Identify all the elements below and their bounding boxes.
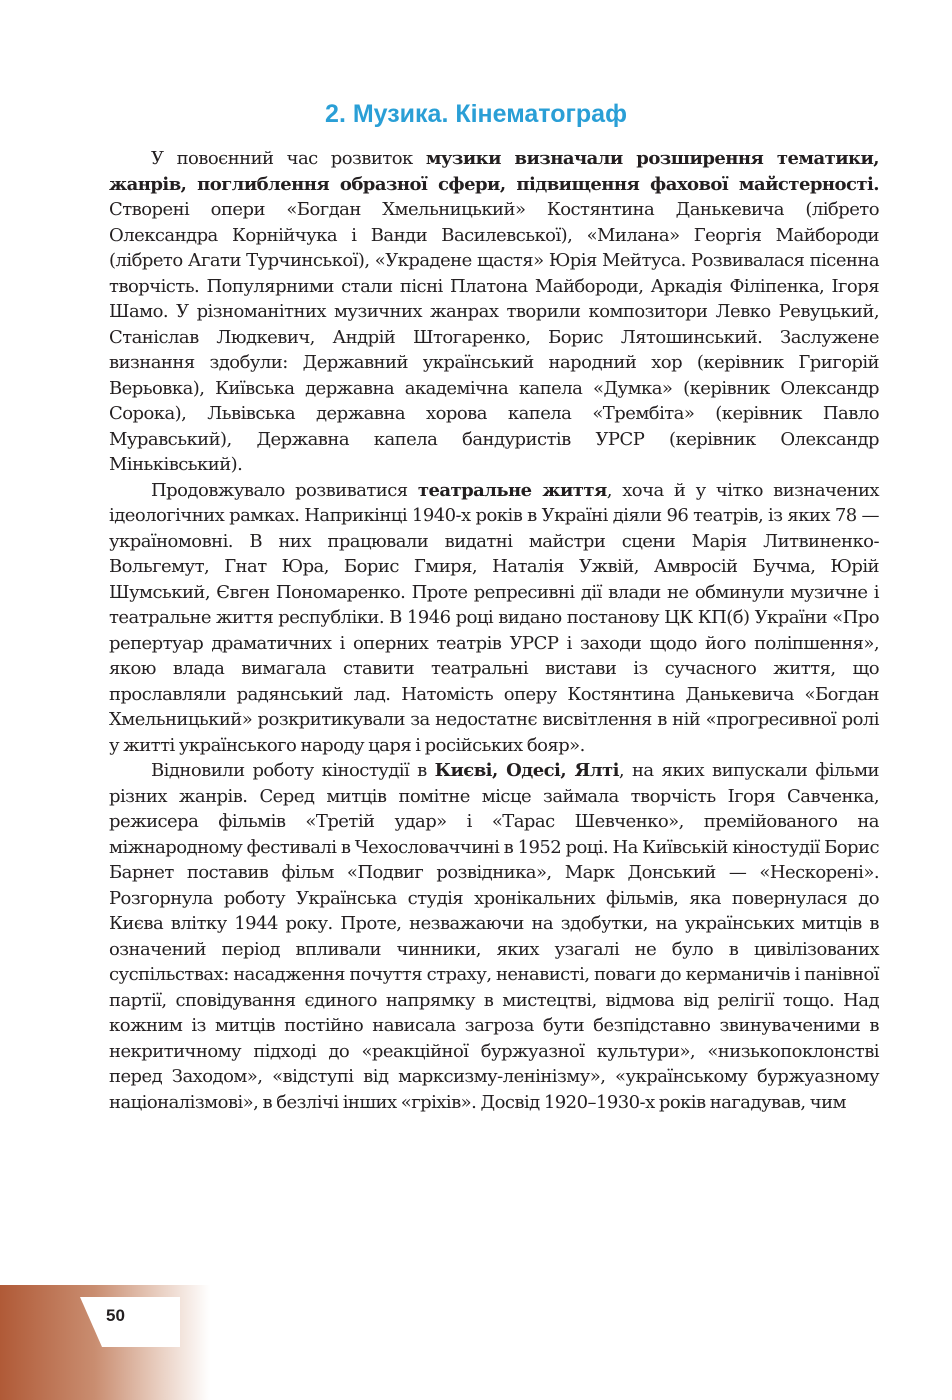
paragraph-text: Створені опери «Богдан Хмельницький» Костянтина Данькевича (лібрето Олександра Корнійчука і Ванди Василевської), «Милана» Георгія Майбороди (лібрето Агати Турчинської), «Украдене щастя» Юрія Мейтуса. Розвивалася пісенна творчість. Популярними стали пісні Платона Майбороди, Аркадія Філіпенка, Ігоря Шамо. У різноманітних музичних жанрах творили композитори Левко Ревуцький, Станіслав Людкевич, Андрій Штогаренко, Борис Лятошинський. Заслужене визнання здобули: Державний український народний хор (керівник Григорій Верьовка), Київська державна академічна капела «Думка» (керівник Олександр Сорока), Львівська державна хорова капела «Трембіта» (керівник Павло Муравський), Державна капела бандуристів УРСР (керівник Олександр Міньківський). — [109, 199, 879, 475]
paragraph-text: Відновили роботу кіностудії в — [151, 760, 435, 781]
paragraph-text: У повоєнний час розвиток — [151, 148, 426, 169]
section-title: 2. Музика. Кінематограф — [325, 100, 627, 128]
paragraph-cinema — [109, 758, 879, 1115]
paragraph-text: , хоча й у чітко визначених ідеологічних рамках. Наприкінці 1940-х років в Україні діяли 96 театрів, із яких 78 — україномовні. В них працювали видатні майстри сцени Марія Литвиненко-Вольгемут, Гнат Юра, Борис Гмиря, Наталія Ужвій, Амвросій Бучма, Юрій Шумський, Євген Пономаренко. Проте репресивні дії влади не обминули музичне і театральне життя республіки. В 1946 році видано постанову ЦК КП(б) України «Про репертуар драматичних і оперних театрів УРСР і заходи щодо його поліпшення», якою влада вимагала ставити театральні вистави із сучасного життя, що прославляли радянський лад. Натомість оперу Костянтина Данькевича «Богдан Хмельницький» розкритикували за недостатнє висвітлення в ній «прогресивної ролі у житті українського народу царя і російських бояр». — [109, 479, 880, 756]
bold-emphasis: театральне життя — [417, 479, 607, 501]
paragraph-theatre — [109, 478, 879, 759]
page-number: 50 — [106, 1306, 125, 1325]
bold-emphasis: музики визначали розширення тематики, жанрів, поглиблення образної сфери, підвищення фахової майстерності. — [109, 148, 879, 195]
paragraph-text: Продовжувало розвиватися — [151, 479, 418, 501]
bold-emphasis: Києві, Одесі, Ялті — [434, 760, 619, 781]
body-text — [109, 146, 879, 1115]
paragraph-text: , на яких випускали фільми різних жанрів. Серед митців помітне місце займала творчість Ігоря Савченка, режисера фільмів «Третій удар» і «Тарас Шевченко», премійованого на міжнародному фестивалі в Чехословаччині в 1952 році. На Київській кіностудії Борис Барнет поставив фільм «Подвиг розвідника», Марк Донський — «Нескорені». Розгорнула роботу Українська студія хронікальних фільмів, яка повернулася до Києва влітку 1944 року. Проте, незважаючи на здобутки, на українських митців в означений період впливали чинники, яких узагалі не було в цивілізованих суспільствах: насадження почуття страху, ненависті, поваги до керманичів і панівної партії, сповідування єдиного напрямку в мистецтві, відмова від релігії тощо. Над кожним із митців постійно нависала загроза бути безпідставно звинуваченими в некритичному підході до «реакційної буржуазної культури», «низькопоклонстві перед Заходом», «відступі від марксизму-ленінізму», «українському буржуазному націоналізмові», в безлічі інших «гріхів». Досвід 1920–1930-х років нагадував, чим — [109, 760, 879, 1113]
paragraph-music — [109, 146, 879, 478]
